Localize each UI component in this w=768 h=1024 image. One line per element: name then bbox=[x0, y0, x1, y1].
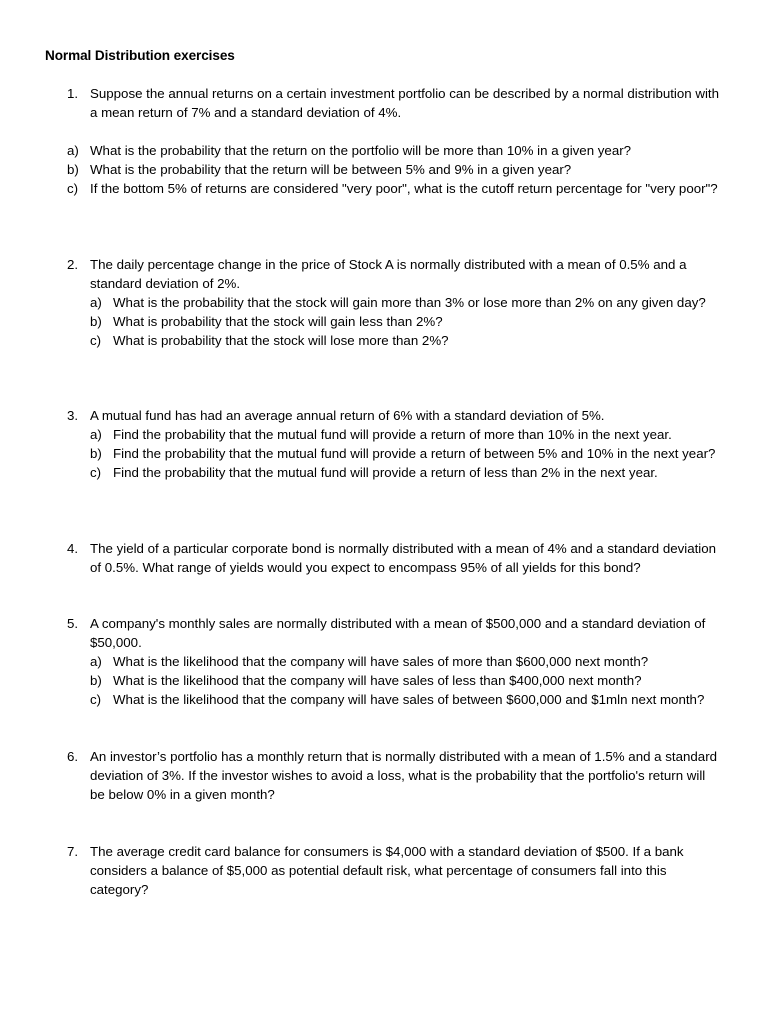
sub-question bbox=[0, 690, 768, 709]
question-number: 3. bbox=[67, 408, 79, 423]
sub-question-text: What is probability that the stock will lose more than 2%? bbox=[113, 333, 449, 348]
sub-question-text: Find the probability that the mutual fund will provide a return of less than 2% in the next year. bbox=[113, 465, 658, 480]
question-number: 7. bbox=[67, 844, 79, 859]
sub-question bbox=[0, 179, 768, 198]
sub-question-letter: a) bbox=[90, 654, 102, 669]
question-1-subitems bbox=[0, 141, 768, 198]
question-1 bbox=[0, 84, 768, 122]
question-row bbox=[0, 747, 768, 804]
question-row bbox=[0, 614, 768, 652]
sub-question bbox=[0, 444, 768, 463]
sub-question-letter: c) bbox=[90, 692, 102, 707]
sub-question-text: Find the probability that the mutual fund will provide a return of between 5% and 10% in the next year? bbox=[113, 446, 716, 461]
question-row bbox=[0, 539, 768, 577]
sub-question-letter: c) bbox=[67, 181, 79, 196]
question-6 bbox=[0, 747, 768, 804]
sub-question-letter: a) bbox=[67, 143, 79, 158]
sub-question-letter: a) bbox=[90, 427, 102, 442]
question-number: 5. bbox=[67, 616, 79, 631]
sub-question-letter: b) bbox=[90, 446, 102, 461]
question-4 bbox=[0, 539, 768, 577]
sub-question-text: What is the probability that the stock will gain more than 3% or lose more than 2% on any given day? bbox=[113, 295, 706, 310]
question-row bbox=[0, 406, 768, 425]
question-text: Suppose the annual returns on a certain investment portfolio can be described by a normal distribution with a mean return of 7% and a standard deviation of 4%. bbox=[90, 86, 720, 120]
sub-question-letter: b) bbox=[90, 673, 102, 688]
sub-question bbox=[0, 141, 768, 160]
sub-question-letter: c) bbox=[90, 465, 102, 480]
question-text: An investor’s portfolio has a monthly return that is normally distributed with a mean of 1.5% and a standard deviation of 3%. If the investor wishes to avoid a loss, what is the probability that the portfolio's return will be below 0% in a given month? bbox=[90, 749, 718, 802]
sub-question-letter: a) bbox=[90, 295, 102, 310]
question-text: The yield of a particular corporate bond is normally distributed with a mean of 4% and a standard deviation of 0.5%. What range of yields would you expect to encompass 95% of all yields for this bond? bbox=[90, 541, 717, 575]
question-7 bbox=[0, 842, 768, 899]
sub-question-text: What is the probability that the return on the portfolio will be more than 10% in a given year? bbox=[90, 143, 632, 158]
sub-question-text: What is the likelihood that the company will have sales of less than $400,000 next month? bbox=[113, 673, 642, 688]
question-number: 1. bbox=[67, 86, 79, 101]
sub-question bbox=[0, 293, 768, 312]
sub-question bbox=[0, 425, 768, 444]
sub-question bbox=[0, 671, 768, 690]
sub-question bbox=[0, 160, 768, 179]
sub-question-text: If the bottom 5% of returns are considered "very poor", what is the cutoff return percentage for "very poor"? bbox=[90, 181, 718, 196]
question-text: A company's monthly sales are normally distributed with a mean of $500,000 and a standard deviation of $50,000. bbox=[90, 616, 706, 650]
question-3 bbox=[0, 406, 768, 482]
sub-question bbox=[0, 312, 768, 331]
question-text: The daily percentage change in the price of Stock A is normally distributed with a mean of 0.5% and a standard deviation of 2%. bbox=[90, 257, 687, 291]
sub-question bbox=[0, 331, 768, 350]
question-number: 6. bbox=[67, 749, 79, 764]
question-5 bbox=[0, 614, 768, 709]
question-row bbox=[0, 84, 768, 122]
question-row bbox=[0, 255, 768, 293]
sub-question-text: What is the likelihood that the company will have sales of between $600,000 and $1mln next month? bbox=[113, 692, 705, 707]
question-row bbox=[0, 842, 768, 899]
sub-question-text: What is the likelihood that the company will have sales of more than $600,000 next month? bbox=[113, 654, 649, 669]
sub-question-text: What is probability that the stock will gain less than 2%? bbox=[113, 314, 443, 329]
sub-question-letter: b) bbox=[90, 314, 102, 329]
sub-question bbox=[0, 463, 768, 482]
question-text: The average credit card balance for consumers is $4,000 with a standard deviation of $500. If a bank considers a balance of $5,000 as potential default risk, what percentage of consumers fall into this category? bbox=[90, 844, 684, 897]
sub-question-letter: b) bbox=[67, 162, 79, 177]
document-title: Normal Distribution exercises bbox=[45, 48, 235, 63]
question-number: 2. bbox=[67, 257, 79, 272]
question-number: 4. bbox=[67, 541, 79, 556]
sub-question bbox=[0, 652, 768, 671]
sub-question-letter: c) bbox=[90, 333, 102, 348]
question-text: A mutual fund has had an average annual return of 6% with a standard deviation of 5%. bbox=[90, 408, 605, 423]
sub-question-text: Find the probability that the mutual fund will provide a return of more than 10% in the next year. bbox=[113, 427, 672, 442]
sub-question-text: What is the probability that the return will be between 5% and 9% in a given year? bbox=[90, 162, 572, 177]
question-2 bbox=[0, 255, 768, 350]
